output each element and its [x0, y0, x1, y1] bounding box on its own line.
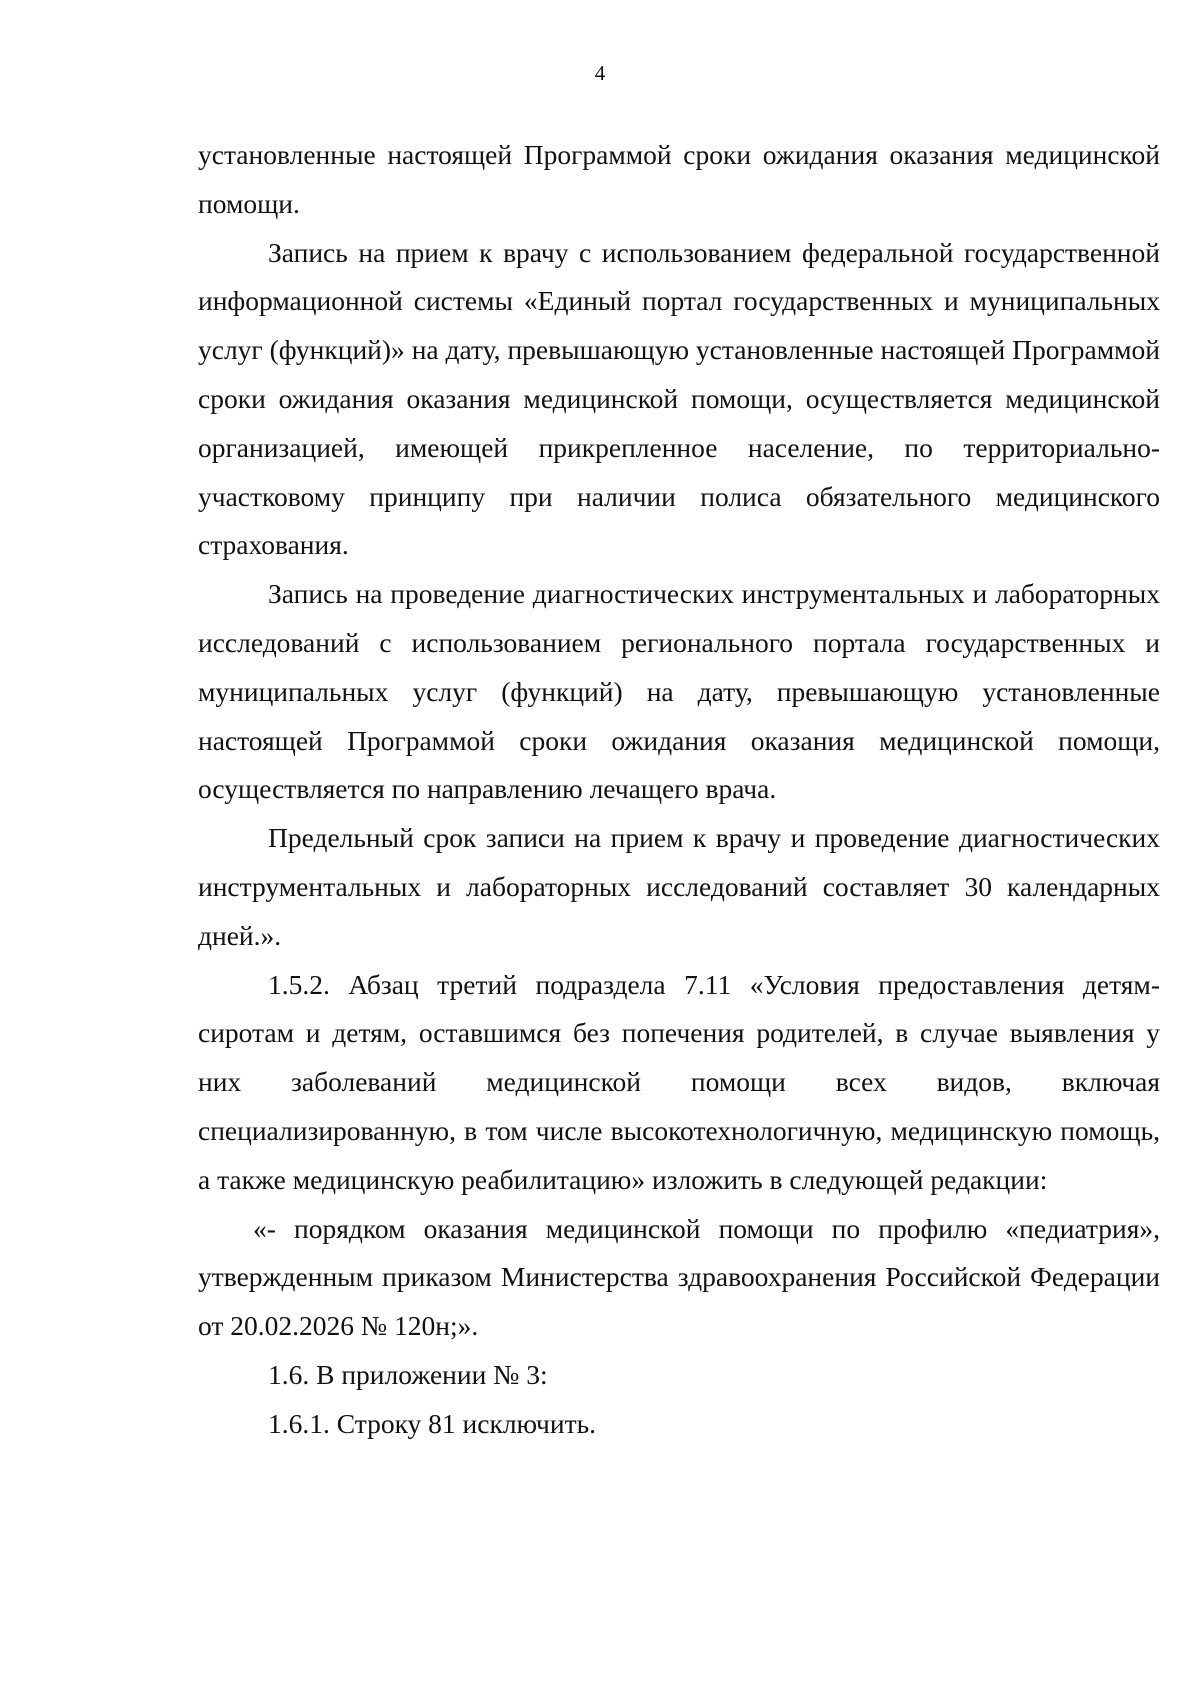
paragraph-item-1-5-2: 1.5.2. Абзац третий подраздела 7.11 «Условия предоставления детям-сиротам и детям, оставшимся без попечения родителей, в случае выявления у них заболеваний медицинской помощи всех видов, включая специализированную, в том числе высокотехнологичную, медицинскую помощь, а также медицинскую реабилитацию» изложить в следующей редакции: [198, 968, 1160, 1195]
paragraph-quote: «- порядком оказания медицинской помощи по профилю «педиатрия», утвержденным приказом Министерства здравоохранения Российской Федерации от 20.02.2026 № 120н;». [198, 1212, 1160, 1342]
page-number: 4 [594, 61, 606, 85]
document-body [198, 131, 1160, 1449]
paragraph-item-1-6-1: 1.6.1. Строку 81 исключить. [268, 1407, 597, 1439]
paragraph-continuation: установленные настоящей Программой сроки ожидания оказания медицинской помощи. [198, 139, 1160, 219]
paragraph-doctor-appointment: Запись на прием к врачу с использованием федеральной государственной информационной системы «Единый портал государственных и муниципальных услуг (функций)» на дату, превышающую установленные настоящей Программой сроки ожидания оказания медицинской помощи, осуществляется медицинской организацией, имеющей прикрепленное население, по территориально-участковому принципу при наличии полиса обязательного медицинского страхования. [198, 236, 1160, 561]
paragraph-diagnostics-appointment: Запись на проведение диагностических инструментальных и лабораторных исследований с использованием регионального портала государственных и муниципальных услуг (функций) на дату, превышающую установленные настоящей Программой сроки ожидания оказания медицинской помощи, осуществляется по направлению лечащего врача. [198, 578, 1160, 805]
paragraph-time-limit: Предельный срок записи на прием к врачу и проведение диагностических инструментальных и лабораторных исследований составляет 30 календарных дней.». [198, 822, 1160, 951]
paragraph-item-1-6: 1.6. В приложении № 3: [268, 1358, 548, 1390]
